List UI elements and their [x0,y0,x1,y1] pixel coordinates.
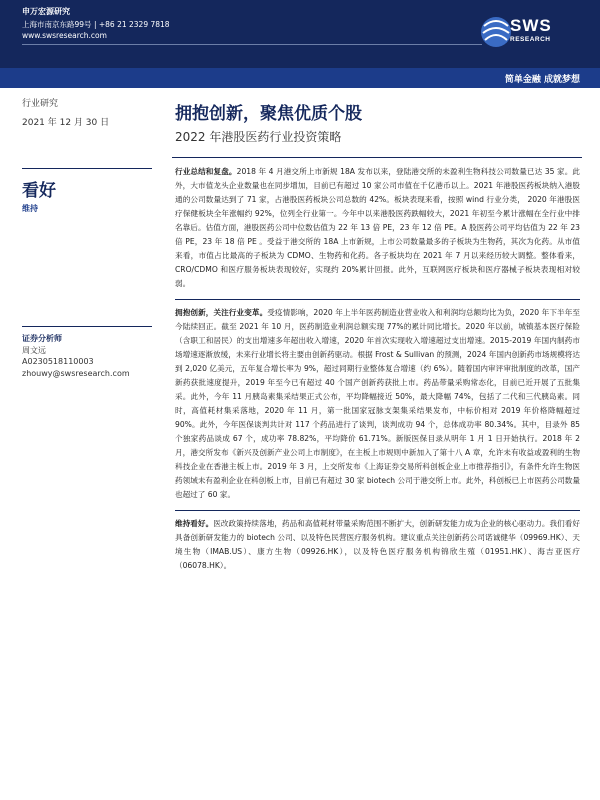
slogan: 简单金融 成就梦想 [504,75,580,85]
website-link[interactable]: www.swsresearch.com [22,31,107,40]
paragraph-lead: 拥抱创新，关注行业变革。 [175,308,268,317]
analyst-divider [22,326,152,327]
logo-subtitle: RESEARCH [510,36,551,43]
paragraph-divider [175,510,580,511]
paragraph-text: 医改政策持续落地，药品和高值耗材带量采购范围不断扩大，创新研发能力成为企业的核心驱动力。我们看好具备创新研发能力的 biotech 公司、以及特色民营医疗服务机构。建议重点关注创新药公司诺诚健华（09969.HK）、天境生物（IMAB.US）、康方生物（09926.HK），以及特色医疗服务机构锦欣生殖（01951.HK）、海吉亚医疗（06078.HK）。 [175,519,581,570]
paragraph-text: 2018 年 4 月港交所上市新规 18A 发布以来，登陆港交所的未盈利生物科技公司数量已达 35 家。此外，大市值龙头企业数量也在同步增加，目前已有超过 10 家公司市值在千亿港币以上。2021 年港股医药板块纳入港股通的公司数量达到了 71 家，占港股医药板块公司总数的 42%。板块表现来看，按照 wind 行业分类， 2020 年港股医疗保健板块全年涨幅约 92%，位列全行业第一。今年中以来港股医药跌幅较大，2021 年初至今累计涨幅在全行业中排名靠后。估值方面，港股医药公司中位数估值为 22 年 13 倍 PE，23 年 12 倍 PE。A 股医药公司平均估值为 22 年 23 倍 PE，23 年 18 倍 PE 。受益于港交所的 18A 上市新规，上市公司数量最多的子板块为生物药，其次为化药。从市值来看，市值占比最高的子板块为 CDMO、生物药和化药。各子板块均在 2021 年 7 月以来经历较大调整。整体看来，CRO/CDMO 和医疗服务板块表现较好，实现约 20%累计回报。此外，互联网医疗板块和医疗器械子板块表现相对较弱。 [175,167,581,288]
rating: 看好 [22,181,56,201]
report-subtitle: 2022 年港股医药行业投资策略 [175,130,342,144]
analyst-email[interactable]: zhouwy@swsresearch.com [22,369,130,378]
paragraph-rating [175,517,580,573]
contact-line [22,19,170,30]
report-date: 2021 年 12 月 30 日 [22,118,110,128]
paragraph-summary [175,165,580,291]
company-name: 申万宏源研究 [22,7,70,16]
logo-wordmark: SWS [510,16,552,35]
paragraph-text: 受疫情影响，2020 年上半年医药制造业营业收入和利润均总额均比为负，2020 年下半年至今陆续回正。截至 2021 年 10 月，医药制造业利润总额实现 77%的累计同比增长。2020 年以前，城镇基本医疗保险（含职工和居民）的支出增速多年超出收入增速，2020 年首次实现收入增速超过支出增速。2015-2019 年国内制药市场增速逐渐放缓，未来行业增长将主要由创新药驱动。根据 Frost & Sullivan 的预测，2024 年国内创新药市场规模将达到 2,020 亿美元，五年复合增长率为 9%，超过同期行业整体复合增速（约 6%）。随着国内审评审批制度的改革，国产新药获批速度提升，2019 年至今已有超过 40 个国产创新药获批上市。药品带量采购常态化，目前已近开展了五批集采。此外，今年 11 月胰岛素集采结果正式公布，平均降幅接近 50%，最大降幅 74%，包括了二代和三代胰岛素。同时，高值耗材集采落地，2020 年 11 月，第一批国家冠脉支架集采结果发布，中标价相对 2019 年价格降幅超过 90%。此外，今年医保谈判共计对 117 个药品进行了谈判，谈判成功 94 个，总体成功率 80.34%。其中，目录外 85 个独家药品谈成 67 个，成功率 78.82%，平均降价 61.71%。新版医保目录从明年 1 月 1 日开始执行。2018 年 2 月，港交所发布《新兴及创新产业公司上市制度》，在主板上市规则中新加入了第十八 A 章，允许未有收益或盈利的生物科技企业在香港主板上市。2019 年 3 月，上交所发布《上海证券交易所科创板企业上市推荐指引》，有条件允许生物医药领域未有盈利企业在科创板上市，目前已有超过 30 家 biotech 公司于港交所上市。此外，科创板已上市医药公司数量也超过了 60 家。 [175,308,580,499]
analyst-label: 证券分析师 [22,334,62,343]
paragraph-innovation [175,306,580,502]
paragraph-divider [175,299,580,300]
paragraph-lead: 行业总结和复盘。 [175,167,237,176]
slogan-band [0,68,600,88]
analyst-id: A0230518110003 [22,357,94,366]
paragraph-lead: 维持看好。 [175,519,214,528]
separator: | [93,20,99,29]
sidebar-divider [22,168,152,169]
rating-status: 维持 [22,204,38,213]
report-category: 行业研究 [22,99,59,109]
address: 上海市南京东路99号 [22,20,92,29]
header-rule [22,44,482,45]
analyst-name: 周文远 [22,346,46,355]
sidebar [22,96,152,378]
title-rule [172,157,582,158]
phone: +86 21 2329 7818 [98,20,170,29]
report-body [175,165,580,581]
report-title: 拥抱创新，聚焦优质个股 [175,104,362,124]
